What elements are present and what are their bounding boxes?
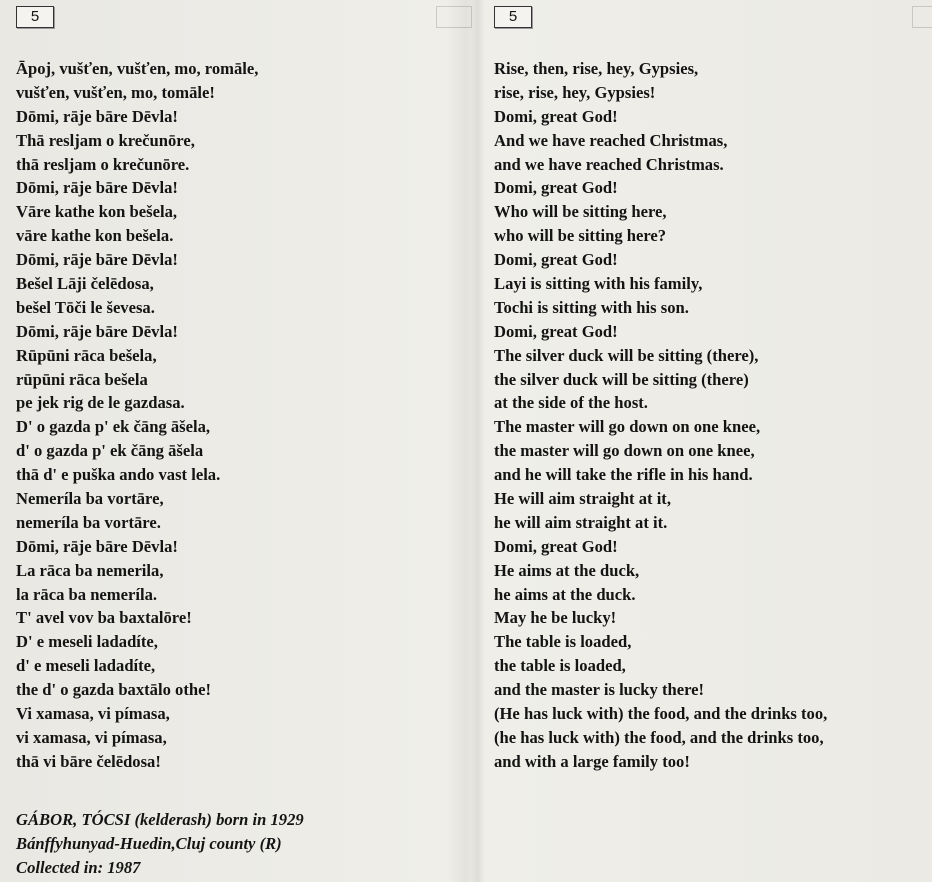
- verse-line: Who will be sitting here,: [494, 202, 667, 222]
- verse-line: Domi, great God!: [494, 178, 618, 198]
- verse-line: and he will take the rifle in his hand.: [494, 465, 753, 485]
- gutter-shadow: [471, 0, 485, 882]
- verse-line: Tochi is sitting with his son.: [494, 297, 689, 317]
- verse-line: Dōmi, rāje bāre Dēvla!: [16, 106, 178, 126]
- verse-line: vi xamasa, vi pímasa,: [16, 727, 167, 747]
- verse-line: rūpūni rāca bešela: [16, 369, 148, 389]
- verse-line: Dōmi, rāje bāre Dēvla!: [16, 250, 178, 270]
- verse-line: he aims at the duck.: [494, 584, 636, 604]
- verse-line: Domi, great God!: [494, 321, 618, 341]
- verse-line: nemeríla ba vortāre.: [16, 512, 161, 532]
- verse-line: pe jek rig de le gazdasa.: [16, 393, 185, 413]
- verse-line: he will aim straight at it.: [494, 512, 668, 532]
- verse-line: at the side of the host.: [494, 393, 648, 413]
- verse-line: (he has luck with) the food, and the drinks too,: [494, 727, 824, 747]
- performer-credits: [16, 808, 304, 880]
- verse-line: Rūpūni rāca bešela,: [16, 345, 157, 365]
- verse-line: Āpoj, vušťen, vušťen, mo, romāle,: [16, 59, 259, 78]
- verse-line: the d' o gazda baxtālo othe!: [16, 680, 211, 700]
- verse-line: The master will go down on one knee,: [494, 417, 761, 437]
- verse-line: Vāre kathe kon bešela,: [16, 202, 178, 222]
- verse-line: thā resljam o krečunōre.: [16, 154, 190, 174]
- verse-line: May he be lucky!: [494, 608, 617, 628]
- verse-line: d' o gazda p' ek čāng āšela: [16, 441, 204, 461]
- credit-collected: Collected in: 1987: [16, 858, 141, 877]
- verse-line: Thā resljam o krečunōre,: [16, 130, 195, 150]
- verse-line: Layi is sitting with his family,: [494, 274, 703, 294]
- credit-performer: GÁBOR, TÓCSI (kelderash) born in 1929: [16, 810, 304, 829]
- verse-line: D' e meseli ladadíte,: [16, 632, 158, 652]
- verse-line: D' o gazda p' ek čāng āšela,: [16, 417, 211, 437]
- verse-line: La rāca ba nemerila,: [16, 560, 164, 580]
- verse-line: and with a large family too!: [494, 751, 690, 771]
- verse-line: the master will go down on one knee,: [494, 441, 755, 461]
- verse-line: Domi, great God!: [494, 536, 618, 556]
- verse-line: Dōmi, rāje bāre Dēvla!: [16, 321, 178, 341]
- verse-line: (He has luck with) the food, and the drinks too,: [494, 704, 828, 724]
- verse-line: The silver duck will be sitting (there),: [494, 345, 759, 365]
- verse-line: bešel Tōči le ševesa.: [16, 297, 155, 317]
- bleed-through-page-box: [436, 6, 472, 28]
- verse-line: Bešel Lāji čelēdosa,: [16, 274, 154, 294]
- verse-line: vušťen, vušťen, mo, tomāle!: [16, 82, 215, 102]
- verse-line: thā d' e puška ando vast lela.: [16, 465, 221, 485]
- verse-line: He will aim straight at it,: [494, 489, 671, 509]
- verse-line: la rāca ba nemeríla.: [16, 584, 158, 604]
- verse-line: the silver duck will be sitting (there): [494, 369, 749, 389]
- english-translation-column: [494, 57, 914, 774]
- verse-line: and the master is lucky there!: [494, 680, 705, 700]
- verse-line: Domi, great God!: [494, 250, 618, 270]
- verse-line: rise, rise, hey, Gypsies!: [494, 82, 656, 102]
- verse-line: d' e meseli ladadíte,: [16, 656, 156, 676]
- verse-line: thā vi bāre čelēdosa!: [16, 751, 161, 771]
- right-page-number: 5: [494, 6, 532, 28]
- verse-line: He aims at the duck,: [494, 560, 640, 580]
- verse-line: The table is loaded,: [494, 632, 632, 652]
- verse-line: Dōmi, rāje bāre Dēvla!: [16, 536, 178, 556]
- credit-location: Bánffyhunyad-Huedin,Cluj county (R): [16, 834, 282, 853]
- verse-line: the table is loaded,: [494, 656, 626, 676]
- verse-line: Rise, then, rise, hey, Gypsies,: [494, 59, 699, 78]
- bleed-through-page-box: [912, 6, 932, 28]
- verse-line: Dōmi, rāje bāre Dēvla!: [16, 178, 178, 198]
- verse-line: and we have reached Christmas.: [494, 154, 724, 174]
- romani-lyrics-column: [16, 57, 456, 774]
- verse-line: T' avel vov ba baxtalōre!: [16, 608, 192, 628]
- verse-line: And we have reached Christmas,: [494, 130, 728, 150]
- verse-line: Vi xamasa, vi pímasa,: [16, 704, 170, 724]
- verse-line: Domi, great God!: [494, 106, 618, 126]
- verse-line: who will be sitting here?: [494, 226, 667, 246]
- verse-line: Nemeríla ba vortāre,: [16, 489, 164, 509]
- verse-line: vāre kathe kon bešela.: [16, 226, 174, 246]
- left-page-number: 5: [16, 6, 54, 28]
